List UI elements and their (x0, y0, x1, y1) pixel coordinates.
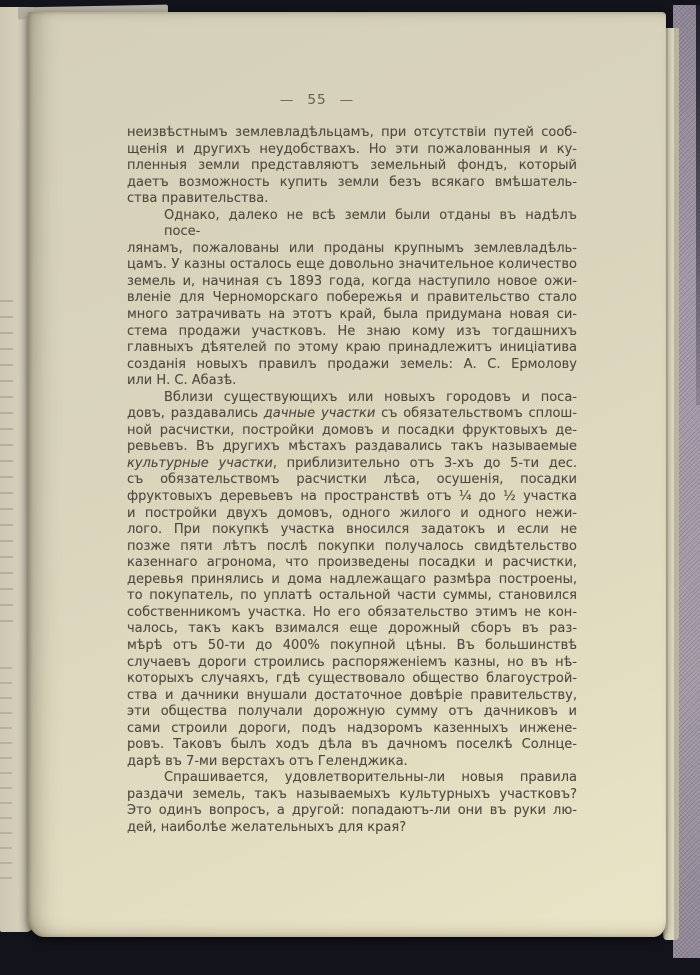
text-line (127, 390, 577, 407)
text-segment: чалось, такъ какъ взимался еще дорожный сборъ въ раз- (127, 621, 577, 637)
text-segment: щенія и другихъ неудобствахъ. Но эти пожалованныя и ку- (127, 141, 577, 157)
text-segment: Вблизи существующихъ или новыхъ городовъ и поса- (164, 389, 577, 405)
text-line (127, 274, 577, 291)
text-segment: раздачи земель, такъ называемыхъ культурныхъ участковъ? (127, 786, 577, 802)
text-line (127, 704, 577, 721)
text-line (127, 621, 577, 638)
text-segment: собственникомъ участка. Но его обязательство этимъ не кон- (127, 604, 577, 620)
text-segment: земель и, начиная съ 1893 года, когда наступило новое ожи- (127, 273, 577, 289)
text-segment: лянамъ, пожалованы или проданы крупнымъ землевладѣль- (127, 240, 577, 256)
text-segment: ровъ. Таковъ былъ ходъ дѣла въ дачномъ поселкѣ Солнце- (127, 737, 577, 753)
text-line (127, 158, 577, 175)
text-line (127, 721, 577, 738)
text-line (127, 506, 577, 523)
text-line (127, 820, 577, 837)
text-line (127, 539, 577, 556)
paragraph (127, 125, 577, 208)
text-segment: которыхъ случаяхъ, гдѣ существовало общество благоустрой- (127, 671, 577, 687)
text-segment: мѣрѣ отъ 50-ти до 400% покупной цѣны. Въ большинствѣ (127, 637, 577, 653)
page-number (0, 92, 636, 108)
text-line (127, 423, 577, 440)
paragraph (127, 770, 577, 836)
text-line (127, 638, 577, 655)
text-line (127, 357, 577, 374)
text-line (127, 373, 577, 390)
text-line (127, 439, 577, 456)
text-line (127, 655, 577, 672)
page-number-dash-right: — (339, 92, 355, 108)
text-segment: Спрашивается, удовлетворительны-ли новыя правила (164, 770, 577, 786)
book-page (28, 12, 666, 937)
text-line (127, 208, 577, 241)
text-line (127, 472, 577, 489)
text-segment: довъ, раздавались (127, 406, 264, 422)
text-line (127, 770, 577, 787)
text-segment: лого. При покупкѣ участка вносился задатокъ и если не (127, 522, 577, 538)
paragraph (127, 208, 577, 390)
page-number-dash-left: — (279, 92, 295, 108)
text-segment: пленныя земли представляютъ земельный фондъ, который (127, 158, 577, 174)
text-line (127, 241, 577, 258)
text-line (127, 688, 577, 705)
paragraph (127, 390, 577, 771)
text-segment: неизвѣстнымъ землевладѣльцамъ, при отсутствіи путей сооб- (127, 125, 577, 140)
text-segment: дей, наиболѣе желательныхъ для края? (127, 819, 407, 835)
text-block (127, 125, 577, 837)
text-line (127, 307, 577, 324)
text-segment: или Н. С. Абазѣ. (127, 373, 237, 389)
text-segment: стема продажи участковъ. Не знаю кому изъ тогдашнихъ (127, 323, 577, 339)
text-segment: ревьевъ. Въ другихъ мѣстахъ раздавались такъ называемые (127, 439, 577, 455)
text-segment: случаевъ дороги строились распоряженіемъ казны, но въ нѣ- (127, 654, 577, 670)
text-segment: цамъ. У казны осталось еще довольно значительное количество (127, 257, 577, 273)
text-segment: то покупатель, по уплатѣ остальной части суммы, становился (127, 588, 577, 604)
text-segment: съ обязательствомъ сплош- (375, 406, 578, 422)
text-line (127, 522, 577, 539)
text-line (127, 324, 577, 341)
text-line (127, 406, 577, 423)
text-line (127, 257, 577, 274)
text-segment: казеннаго агронома, что произведены посадки и расчистки, (127, 555, 577, 571)
text-segment: , приблизительно отъ 3-хъ до 5-ти дес. (272, 455, 577, 471)
text-line (127, 125, 577, 142)
text-line (127, 489, 577, 506)
text-line (127, 290, 577, 307)
text-line (127, 671, 577, 688)
text-line (127, 588, 577, 605)
text-segment: много затрачивать на этотъ край, была придумана новая си- (127, 307, 577, 323)
page-number-value: 55 (307, 92, 327, 108)
text-line (127, 754, 577, 771)
text-segment: съ обязательствомъ расчистки лѣса, осушенія, посадки (127, 472, 577, 488)
text-line (127, 572, 577, 589)
text-segment: деревья принялись и дома надлежащаго размѣра построены, (127, 571, 577, 587)
text-segment: даетъ возможность купить земли безъ всякаго вмѣшатель- (127, 174, 577, 190)
text-line (127, 340, 577, 357)
text-line (127, 456, 577, 473)
text-segment: позже пяти лѣтъ послѣ покупки получалось свидѣтельство (127, 538, 577, 554)
text-line (127, 142, 577, 159)
text-segment: ства и дачники внушали достаточное довѣріе правительству, (127, 687, 577, 703)
italic-phrase: культурные участки (127, 455, 273, 471)
text-line (127, 787, 577, 804)
text-segment: и постройки двухъ домовъ, одного жилого и одного нежи- (127, 505, 577, 521)
text-segment: эти общества получали дорожную сумму отъ дачниковъ и (127, 704, 577, 720)
text-segment: дарѣ въ 7-ми верстахъ отъ Геленджика. (127, 753, 408, 769)
text-segment: главныхъ дѣятелей по этому краю принадлежитъ иниціатива (127, 340, 577, 356)
text-line (127, 737, 577, 754)
text-segment: созданія новыхъ правилъ продажи земель: А. С. Ермолову (127, 356, 577, 372)
italic-phrase: дачные участки (263, 406, 376, 422)
text-segment: ства правительства. (127, 191, 269, 207)
text-line (127, 555, 577, 572)
text-segment: вленіе для Черноморскаго побережья и правительство стало (127, 290, 577, 306)
text-segment: Однако, далеко не всѣ земли были отданы въ надѣлъ посе- (164, 207, 577, 240)
text-line (127, 605, 577, 622)
text-segment: фруктовыхъ деревьевъ на пространствѣ отъ ¼ до ½ участка (127, 489, 577, 505)
text-segment: сами строили дороги, подъ надзоромъ казенныхъ инжене- (127, 720, 577, 736)
text-segment: Это одинъ вопросъ, а другой: попадаютъ-ли они въ руки лю- (127, 803, 577, 819)
text-line (127, 191, 577, 208)
text-line (127, 803, 577, 820)
text-segment: ной расчистки, постройки домовъ и посадки фруктовыхъ де- (127, 422, 577, 438)
text-line (127, 175, 577, 192)
